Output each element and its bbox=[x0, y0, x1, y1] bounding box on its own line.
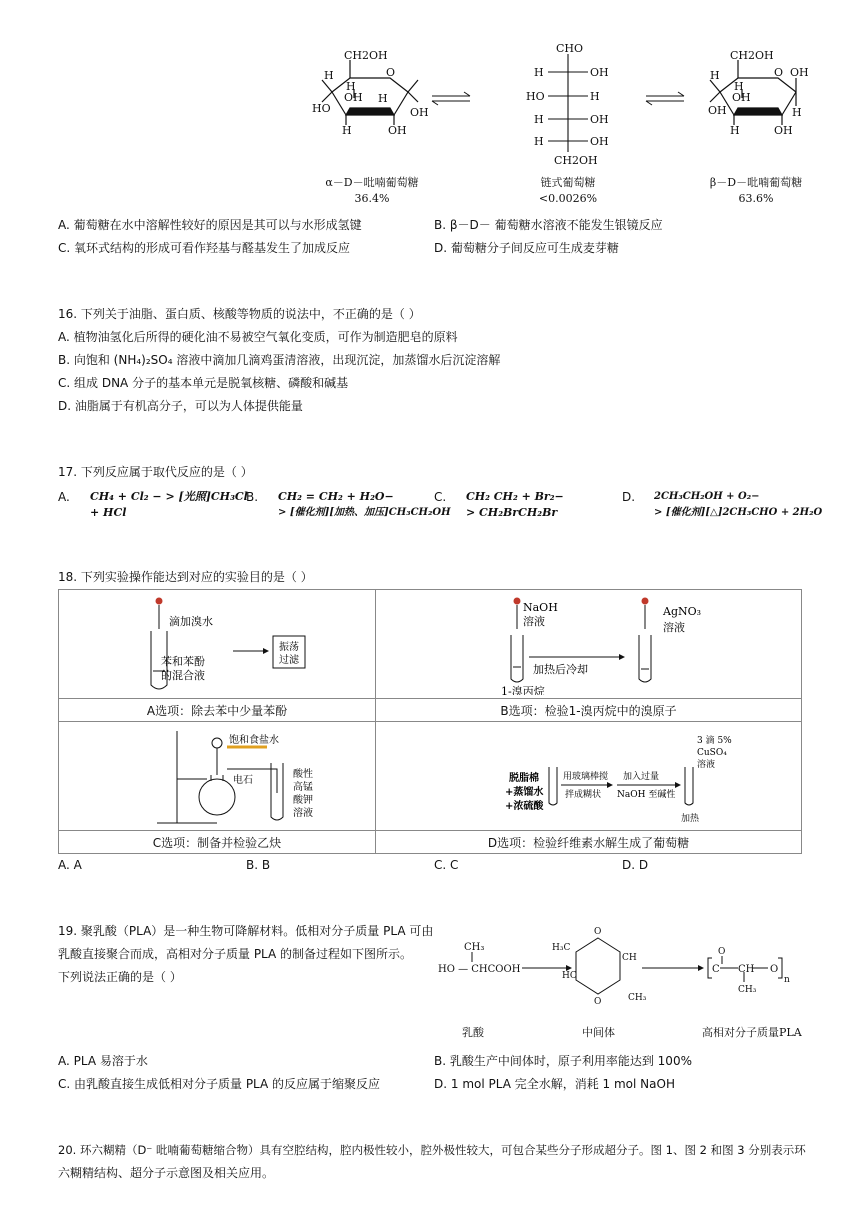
q20-stem-line2: 六糊精结构、超分子示意图及相关应用。 bbox=[58, 1166, 275, 1180]
s3-h-bottom: H bbox=[730, 124, 740, 137]
s2-top: CHO bbox=[556, 42, 584, 55]
fig-a-box-2: 过滤 bbox=[279, 654, 299, 666]
s2-bottom: CH2OH bbox=[554, 154, 598, 167]
q19-poly-name: 高相对分子质量PLA bbox=[702, 1026, 802, 1039]
q19-stem-line2: 乳酸直接聚合而成，高相对分子质量 PLA 的制备过程如下图所示。 bbox=[58, 947, 413, 961]
fig-d-cu-3: 溶液 bbox=[696, 759, 715, 770]
fig-a-box-1: 振荡 bbox=[279, 641, 299, 653]
s1-oh-mid: OH bbox=[344, 91, 363, 104]
q18-fig-d-cell bbox=[376, 722, 802, 831]
q19-option-a[interactable]: A. PLA 易溶于水 bbox=[58, 1054, 148, 1068]
s3-oh-mid: OH bbox=[732, 91, 751, 104]
q18-fig-c-cell bbox=[59, 722, 376, 831]
q19-ch: CH bbox=[622, 953, 637, 963]
q18-stem: 18. 下列实验操作能达到对应的实验目的是（ ） bbox=[58, 570, 313, 584]
s2-r3-l: H bbox=[534, 113, 544, 126]
q18-fig-b bbox=[439, 591, 739, 695]
q18-caption-a: A选项：除去苯中少量苯酚 bbox=[59, 699, 376, 722]
s2-r3-r: OH bbox=[590, 113, 609, 126]
q17-b-line1: CH₂ = CH₂ + H₂O− bbox=[278, 490, 394, 503]
q15-glucose-figure bbox=[310, 40, 820, 210]
q18-fig-a bbox=[67, 591, 367, 695]
fig-c-water: 饱和食盐水 bbox=[229, 734, 279, 746]
q19-poly-n: n bbox=[784, 975, 790, 985]
s3-top: CH2OH bbox=[730, 49, 774, 62]
q19-poly-ch3: CH₃ bbox=[738, 985, 757, 995]
s1-oh-bottom: OH bbox=[388, 124, 407, 137]
q20-stem-line1: 20. 环六糊精（D⁻ 吡喃葡萄糖缩合物）具有空腔结构，腔内极性较小，腔外极性较大，可包合某些分子形成超分子。图 1、图 2 和图 3 分别表示环 bbox=[58, 1143, 806, 1157]
q16-option-c[interactable]: C. 组成 DNA 分子的基本单元是脱氧核糖、磷酸和碱基 bbox=[58, 376, 349, 390]
q15-option-b[interactable]: B. β－D－ 葡萄糖水溶液不能发生银镜反应 bbox=[434, 218, 663, 232]
fig-c-solid: 电石 bbox=[233, 774, 253, 786]
q18-fig-d bbox=[439, 723, 739, 827]
s1-ho-left: HO bbox=[312, 102, 331, 115]
fig-b-agno3-2: 溶液 bbox=[662, 620, 685, 634]
s3-h-mid: H bbox=[734, 80, 744, 93]
fig-c-sol-3: 酸钾 bbox=[293, 794, 313, 806]
fig-a-reagent: 滴加溴水 bbox=[169, 614, 213, 628]
s1-top: CH2OH bbox=[344, 49, 388, 62]
q17-b-label[interactable]: B. bbox=[246, 490, 259, 504]
equilibrium-arrow-2 bbox=[646, 92, 684, 105]
q17-c-label[interactable]: C. bbox=[434, 490, 447, 504]
s3-oh-bottom: OH bbox=[774, 124, 793, 137]
s1-name: α－D－吡喃葡萄糖 bbox=[325, 176, 419, 189]
s3-h-left: H bbox=[710, 69, 720, 82]
q16-option-b[interactable]: B. 向饱和 (NH₄)₂SO₄ 溶液中滴加几滴鸡蛋清溶液，出现沉淀，加蒸馏水后沉淀溶解 bbox=[58, 353, 501, 367]
fig-a-mixture-1: 苯和苯酚 bbox=[161, 654, 205, 668]
s2-r4-l: H bbox=[534, 135, 544, 148]
fig-d-step2-b: NaOH 至碱性 bbox=[616, 789, 675, 800]
q16-option-d[interactable]: D. 油脂属于有机高分子，可以为人体提供能量 bbox=[58, 399, 303, 413]
fig-d-step2-a: 加入过量 bbox=[622, 771, 659, 782]
fig-c-sol-1: 酸性 bbox=[293, 768, 313, 780]
fig-a-mixture-2: 的混合液 bbox=[161, 668, 205, 682]
fig-b-agno3-1: AgNO₃ bbox=[662, 604, 701, 618]
q15-option-d[interactable]: D. 葡萄糖分子间反应可生成麦芽糖 bbox=[434, 241, 619, 255]
s1-h-bottom: H bbox=[342, 124, 352, 137]
q17-b-line2: > [催化剂][加热、加压]CH₃CH₂OH bbox=[278, 507, 451, 518]
q18-option-a[interactable]: A. A bbox=[58, 858, 82, 872]
q19-stem-line1: 19. 聚乳酸（PLA）是一种生物可降解材料。低相对分子质量 PLA 可由 bbox=[58, 924, 434, 938]
q19-ch3-b: CH₃ bbox=[628, 993, 647, 1003]
q18-experiment-table bbox=[58, 589, 802, 854]
s3-name: β－D－吡喃葡萄糖 bbox=[709, 176, 803, 189]
q19-pla-figure bbox=[432, 920, 812, 1042]
fig-b-step: 加热后冷却 bbox=[532, 662, 588, 676]
fig-c-sol-2: 高锰 bbox=[293, 781, 313, 793]
s2-r2-l: HO bbox=[526, 90, 545, 103]
s2-name: 链式葡萄糖 bbox=[540, 176, 596, 189]
fig-c-sol-4: 溶液 bbox=[293, 807, 313, 819]
q19-poly-o2: O bbox=[770, 964, 779, 975]
s1-o: O bbox=[386, 66, 396, 79]
q18-caption-d: D选项：检验纤维素水解生成了葡萄糖 bbox=[376, 831, 802, 854]
q15-option-c[interactable]: C. 氧环式结构的形成可看作羟基与醛基发生了加成反应 bbox=[58, 241, 351, 255]
fig-d-heat: 加热 bbox=[680, 813, 699, 824]
s3-pct: 63.6% bbox=[738, 192, 774, 205]
fig-b-naoh-1: NaOH bbox=[522, 600, 558, 614]
q18-fig-b-cell bbox=[376, 590, 802, 699]
q18-fig-a-cell bbox=[59, 590, 376, 699]
fig-d-cu-2: CuSO₄ bbox=[696, 747, 727, 758]
fig-d-reagent-1: 脱脂棉 bbox=[508, 772, 539, 784]
q19-option-c[interactable]: C. 由乳酸直接生成低相对分子质量 PLA 的反应属于缩聚反应 bbox=[58, 1077, 381, 1091]
q19-poly-ch: CH bbox=[738, 964, 755, 975]
s1-oh-right: OH bbox=[410, 106, 429, 119]
fig-b-sample: 1-溴丙烷 bbox=[500, 684, 545, 695]
fig-d-cu-1: 3 滴 5% bbox=[696, 735, 732, 746]
q17-stem: 17. 下列反应属于取代反应的是（ ） bbox=[58, 465, 253, 479]
q18-option-d[interactable]: D. D bbox=[622, 858, 649, 872]
q19-ch3-a: CH₃ bbox=[464, 942, 485, 953]
q17-c-line2: > CH₂BrCH₂Br bbox=[466, 506, 558, 519]
q19-h3c: H₃C bbox=[552, 943, 571, 953]
q18-option-c[interactable]: C. C bbox=[434, 858, 459, 872]
q19-stem-line3: 下列说法正确的是（ ） bbox=[58, 970, 182, 984]
s3-oh-right: OH bbox=[790, 66, 809, 79]
q19-lactic-name: 乳酸 bbox=[462, 1026, 484, 1039]
q17-c-line1: CH₂ CH₂ + Br₂− bbox=[466, 490, 564, 503]
s1-pct: 36.4% bbox=[354, 192, 390, 205]
s3-o: O bbox=[774, 66, 784, 79]
s1-h-mid: H bbox=[346, 80, 356, 93]
q15-option-a[interactable]: A. 葡萄糖在水中溶解性较好的原因是其可以与水形成氢键 bbox=[58, 218, 362, 232]
fig-d-step1-a: 用玻璃棒搅 bbox=[562, 771, 608, 782]
s2-r1-r: OH bbox=[590, 66, 609, 79]
q17-a-label[interactable]: A. bbox=[58, 490, 70, 504]
q19-hc: HC bbox=[562, 971, 577, 981]
s1-h-right: H bbox=[378, 92, 388, 105]
q18-caption-c: C选项：制备并检验乙炔 bbox=[59, 831, 376, 854]
q18-fig-c bbox=[67, 723, 367, 827]
q17-a-line2: + HCl bbox=[90, 506, 127, 519]
q17-d-line2: > [催化剂][△]2CH₃CHO + 2H₂O bbox=[654, 507, 823, 518]
fig-d-reagent-3: +浓硫酸 bbox=[504, 800, 543, 812]
s2-r4-r: OH bbox=[590, 135, 609, 148]
alpha-glucopyranose-structure bbox=[322, 60, 418, 125]
q17-a-line1: CH₄ + Cl₂ − > [光照]CH₃Cl bbox=[90, 490, 248, 503]
open-chain-glucose-structure bbox=[548, 54, 588, 152]
s2-r2-r: H bbox=[590, 90, 600, 103]
q16-stem: 16. 下列关于油脂、蛋白质、核酸等物质的说法中，不正确的是（ ） bbox=[58, 307, 421, 321]
q19-poly-o: O bbox=[718, 947, 726, 957]
q19-mid-name: 中间体 bbox=[582, 1026, 615, 1039]
q19-lactic: HO — CHCOOH bbox=[438, 964, 521, 975]
q19-o-top: O bbox=[594, 927, 602, 937]
q16-option-a[interactable]: A. 植物油氢化后所得的硬化油不易被空气氧化变质，可作为制造肥皂的原料 bbox=[58, 330, 458, 344]
fig-b-naoh-2: 溶液 bbox=[522, 614, 545, 628]
equilibrium-arrow-1 bbox=[432, 92, 470, 105]
s3-oh-left: OH bbox=[708, 104, 727, 117]
q17-d-line1: 2CH₃CH₂OH + O₂− bbox=[654, 491, 760, 502]
q19-option-d[interactable]: D. 1 mol PLA 完全水解，消耗 1 mol NaOH bbox=[434, 1077, 675, 1091]
fig-d-reagent-2: +蒸馏水 bbox=[504, 786, 543, 798]
s1-h-left: H bbox=[324, 69, 334, 82]
q18-option-b[interactable]: B. B bbox=[246, 858, 271, 872]
s3-h-right: H bbox=[792, 106, 802, 119]
q19-poly-c: C bbox=[712, 964, 720, 975]
q19-o-bottom: O bbox=[594, 997, 602, 1007]
q19-option-b[interactable]: B. 乳酸生产中间体时，原子利用率能达到 100% bbox=[434, 1054, 692, 1068]
s2-r1-l: H bbox=[534, 66, 544, 79]
fig-d-step1-b: 拌成糊状 bbox=[564, 789, 601, 800]
s2-pct: <0.0026% bbox=[538, 192, 598, 205]
q18-caption-b: B选项：检验1-溴丙烷中的溴原子 bbox=[376, 699, 802, 722]
q17-d-label[interactable]: D. bbox=[622, 490, 636, 504]
